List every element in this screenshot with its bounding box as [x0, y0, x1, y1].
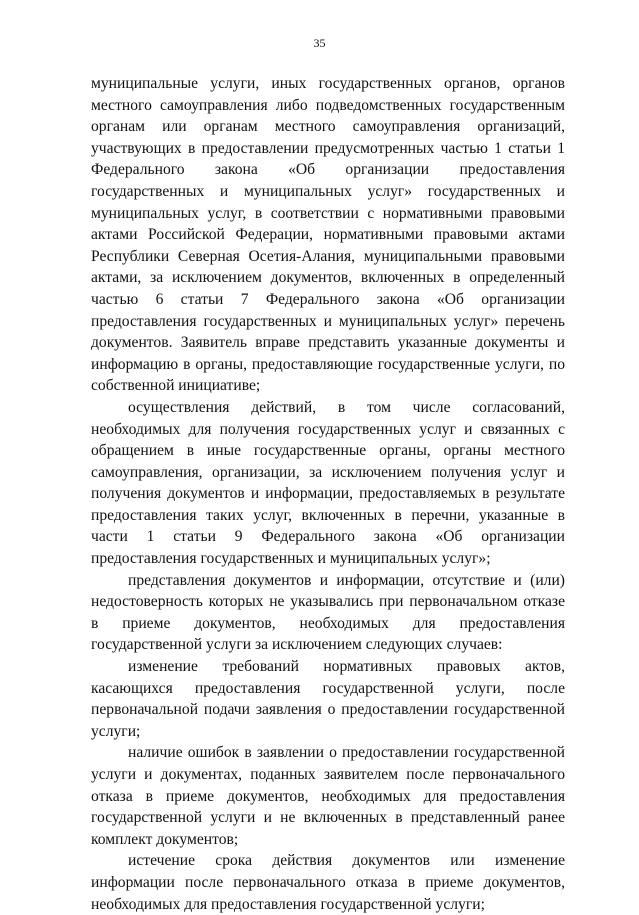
document-body: [91, 73, 565, 915]
page-number: 35: [313, 36, 326, 50]
paragraph-6: истечение срока действия документов или изменение информации после первоначального отказа в приеме документов, необходимых для предоставления государственной услуги;: [91, 852, 565, 913]
paragraph-5: наличие ошибок в заявлении о предоставлении государственной услуги и документах, поданных заявителем после первоначального отказа в приеме документов, необходимых для предоставления государственной услуги и не включенных в представленный ранее комплект документов;: [91, 744, 565, 848]
paragraph-3: представления документов и информации, отсутствие и (или) недостоверность которых не указывались при первоначальном отказе в приеме документов, необходимых для предоставления государственной услуги за исключением следующих случаев:: [91, 571, 565, 654]
paragraph-4: изменение требований нормативных правовых актов, касающихся предоставления государственной услуги, после первоначальной подачи заявления о предоставлении государственной услуги;: [91, 658, 565, 740]
paragraph-2: осуществления действий, в том числе согласований, необходимых для получения государственных услуг и связанных с обращением в иные государственные органы, органы местного самоуправления, организации, за исключением получения услуг и получения документов и информации, предоставляемых в результате предоставления таких услуг, включенных в перечни, указанные в части 1 статьи 9 Федерального закона «Об организации предоставления государственных и муниципальных услуг»;: [91, 398, 565, 568]
paragraph-1: муниципальные услуги, иных государственных органов, органов местного самоуправления либо подведомственных государственным органам или органам местного самоуправления организаций, участвующих в предоставлении предусмотренных частью 1 статьи 1 Федерального закона «Об организации предоставления государственных и муниципальных услуг» государственных и муниципальных услуг, в соответствии с нормативными правовыми актами Российской Федерации, нормативными правовыми актами Республики Северная Осетия-Алания, муниципальными правовыми актами, за исключением документов, включенных в определенный частью 6 статьи 7 Федерального закона «Об организации предоставления государственных и муниципальных услуг» перечень документов. Заявитель вправе представить указанные документы и информацию в органы, предоставляющие государственные услуги, по собственной инициативе;: [91, 75, 565, 395]
